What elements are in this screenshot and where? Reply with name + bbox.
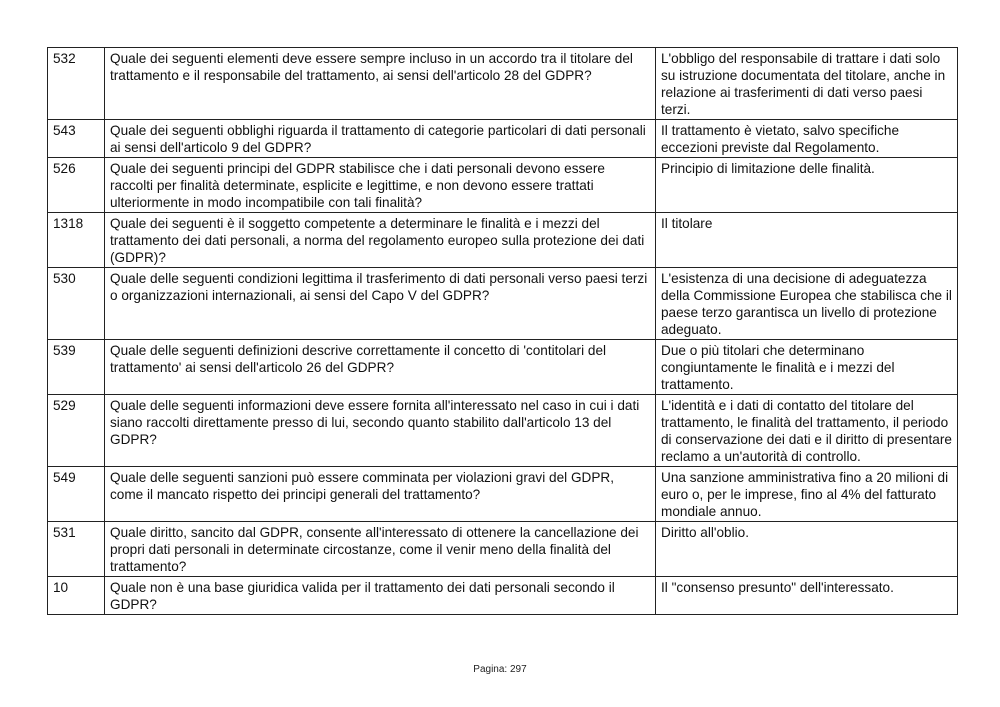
row-id: 10 bbox=[48, 577, 105, 615]
row-question: Quale delle seguenti informazioni deve essere fornita all'interessato nel caso in cui i dati siano raccolti direttamente presso di lui, secondo quanto stabilito dall'articolo 13 del GDPR? bbox=[105, 395, 656, 467]
row-question: Quale dei seguenti è il soggetto competente a determinare le finalità e i mezzi del trattamento dei dati personali, a norma del regolamento europeo sulla protezione dei dati (GDPR)? bbox=[105, 213, 656, 268]
row-answer: Il trattamento è vietato, salvo specifiche eccezioni previste dal Regolamento. bbox=[656, 120, 958, 158]
table-row bbox=[48, 395, 958, 467]
row-answer: L'esistenza di una decisione di adeguatezza della Commissione Europea che stabilisca che il paese terzo garantisca un livello di protezione adeguato. bbox=[656, 268, 958, 340]
question-answer-table bbox=[47, 47, 958, 615]
page-number: Pagina: 297 bbox=[473, 664, 527, 675]
table-row bbox=[48, 158, 958, 213]
row-id: 1318 bbox=[48, 213, 105, 268]
table-row bbox=[48, 213, 958, 268]
row-question: Quale dei seguenti elementi deve essere sempre incluso in un accordo tra il titolare del trattamento e il responsabile del trattamento, ai sensi dell'articolo 28 del GDPR? bbox=[105, 48, 656, 120]
row-question: Quale dei seguenti obblighi riguarda il trattamento di categorie particolari di dati personali ai sensi dell'articolo 9 del GDPR? bbox=[105, 120, 656, 158]
row-answer: Due o più titolari che determinano congiuntamente le finalità e i mezzi del trattamento. bbox=[656, 340, 958, 395]
table-row bbox=[48, 120, 958, 158]
row-answer: Il titolare bbox=[656, 213, 958, 268]
table-row bbox=[48, 48, 958, 120]
row-answer: Una sanzione amministrativa fino a 20 milioni di euro o, per le imprese, fino al 4% del fatturato mondiale annuo. bbox=[656, 467, 958, 522]
row-id: 549 bbox=[48, 467, 105, 522]
row-question: Quale non è una base giuridica valida per il trattamento dei dati personali secondo il GDPR? bbox=[105, 577, 656, 615]
table-row bbox=[48, 467, 958, 522]
row-answer: L'obbligo del responsabile di trattare i dati solo su istruzione documentata del titolare, anche in relazione ai trasferimenti di dati verso paesi terzi. bbox=[656, 48, 958, 120]
row-id: 539 bbox=[48, 340, 105, 395]
row-answer: Il "consenso presunto" dell'interessato. bbox=[656, 577, 958, 615]
row-id: 526 bbox=[48, 158, 105, 213]
row-question: Quale delle seguenti condizioni legittima il trasferimento di dati personali verso paesi terzi o organizzazioni internazionali, ai sensi del Capo V del GDPR? bbox=[105, 268, 656, 340]
row-id: 531 bbox=[48, 522, 105, 577]
row-question: Quale delle seguenti definizioni descrive correttamente il concetto di 'contitolari del trattamento' ai sensi dell'articolo 26 del GDPR? bbox=[105, 340, 656, 395]
table-row bbox=[48, 268, 958, 340]
table-row bbox=[48, 577, 958, 615]
row-answer: Principio di limitazione delle finalità. bbox=[656, 158, 958, 213]
row-id: 532 bbox=[48, 48, 105, 120]
row-question: Quale diritto, sancito dal GDPR, consente all'interessato di ottenere la cancellazione dei propri dati personali in determinate circostanze, come il venir meno della finalità del trattamento? bbox=[105, 522, 656, 577]
row-answer: Diritto all'oblio. bbox=[656, 522, 958, 577]
row-id: 529 bbox=[48, 395, 105, 467]
row-id: 543 bbox=[48, 120, 105, 158]
row-question: Quale delle seguenti sanzioni può essere comminata per violazioni gravi del GDPR, come il mancato rispetto dei principi generali del trattamento? bbox=[105, 467, 656, 522]
row-question: Quale dei seguenti principi del GDPR stabilisce che i dati personali devono essere raccolti per finalità determinate, esplicite e legittime, e non devono essere trattati ulteriormente in modo incompatibile con tali finalità? bbox=[105, 158, 656, 213]
table-row bbox=[48, 522, 958, 577]
row-answer: L'identità e i dati di contatto del titolare del trattamento, le finalità del trattamento, il periodo di conservazione dei dati e il diritto di presentare reclamo a un'autorità di controllo. bbox=[656, 395, 958, 467]
row-id: 530 bbox=[48, 268, 105, 340]
table-row bbox=[48, 340, 958, 395]
